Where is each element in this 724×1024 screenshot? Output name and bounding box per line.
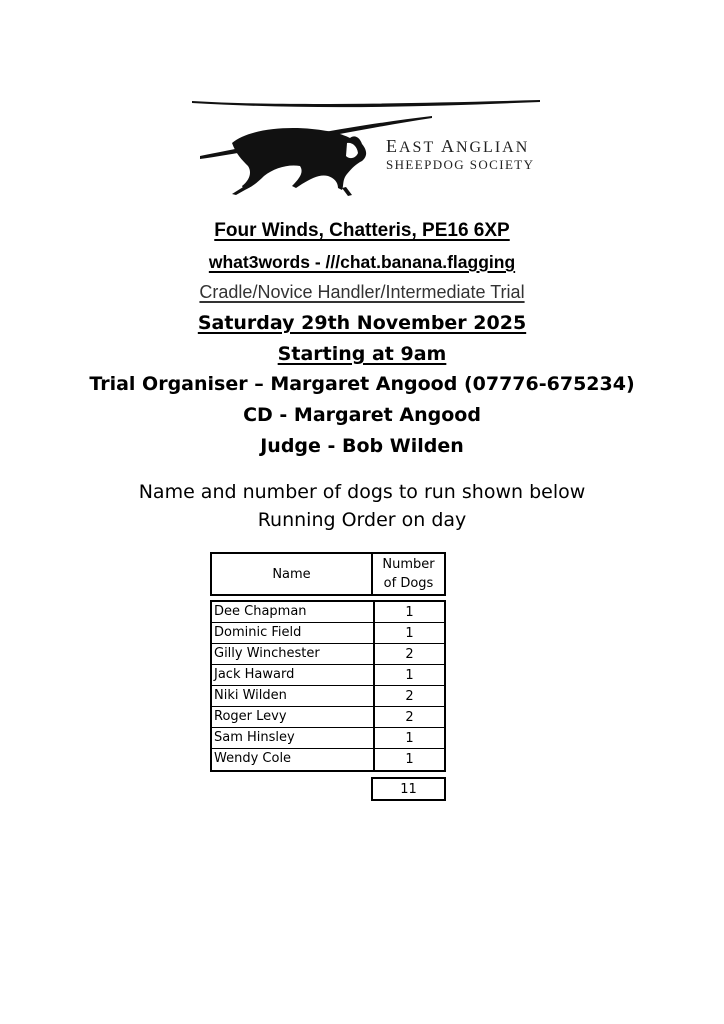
total-dogs: 11 xyxy=(371,777,446,801)
dog-count: 2 xyxy=(373,707,444,728)
dog-count: 1 xyxy=(373,728,444,749)
course-director: CD - Margaret Angood xyxy=(243,404,481,426)
table-row xyxy=(212,602,444,623)
table-row xyxy=(212,686,444,707)
note-line-1: Name and number of dogs to run shown below xyxy=(138,481,586,503)
society-logo xyxy=(192,98,552,198)
judge: Judge - Bob Wilden xyxy=(260,435,464,457)
dog-count: 2 xyxy=(373,644,444,665)
table-row xyxy=(212,644,444,665)
venue-address: Four Winds, Chatteris, PE16 6XP xyxy=(214,220,510,241)
table-row xyxy=(212,728,444,749)
table-row xyxy=(212,665,444,686)
note-line-2: Running Order on day xyxy=(257,509,467,531)
entries-rows xyxy=(210,600,446,772)
entrant-name: Dominic Field xyxy=(214,625,302,640)
start-time: Starting at 9am xyxy=(277,343,447,365)
society-name: EAST ANGLIAN SHEEPDOG SOCIETY xyxy=(386,136,535,172)
dog-count: 2 xyxy=(373,686,444,707)
dog-count: 1 xyxy=(373,749,444,770)
table-row xyxy=(212,623,444,644)
header-number-of-dogs: Number of Dogs xyxy=(371,552,446,596)
entrant-name: Roger Levy xyxy=(214,709,287,724)
header-name: Name xyxy=(210,552,373,596)
entrant-name: Sam Hinsley xyxy=(214,730,295,745)
entrant-name: Niki Wilden xyxy=(214,688,287,703)
trial-organiser: Trial Organiser – Margaret Angood (07776-675234) xyxy=(89,373,635,395)
what3words-location: what3words - ///chat.banana.flagging xyxy=(208,252,516,272)
trial-date: Saturday 29th November 2025 xyxy=(197,312,527,334)
table-row xyxy=(212,749,444,770)
entrant-name: Dee Chapman xyxy=(214,604,307,619)
entrant-name: Gilly Winchester xyxy=(214,646,320,661)
entrant-name: Wendy Cole xyxy=(214,751,292,766)
entrant-name: Jack Haward xyxy=(214,667,295,682)
table-row xyxy=(212,707,444,728)
dog-count: 1 xyxy=(373,665,444,686)
trial-type: Cradle/Novice Handler/Intermediate Trial xyxy=(199,282,525,302)
dog-count: 1 xyxy=(373,623,444,644)
dog-count: 1 xyxy=(373,602,444,623)
